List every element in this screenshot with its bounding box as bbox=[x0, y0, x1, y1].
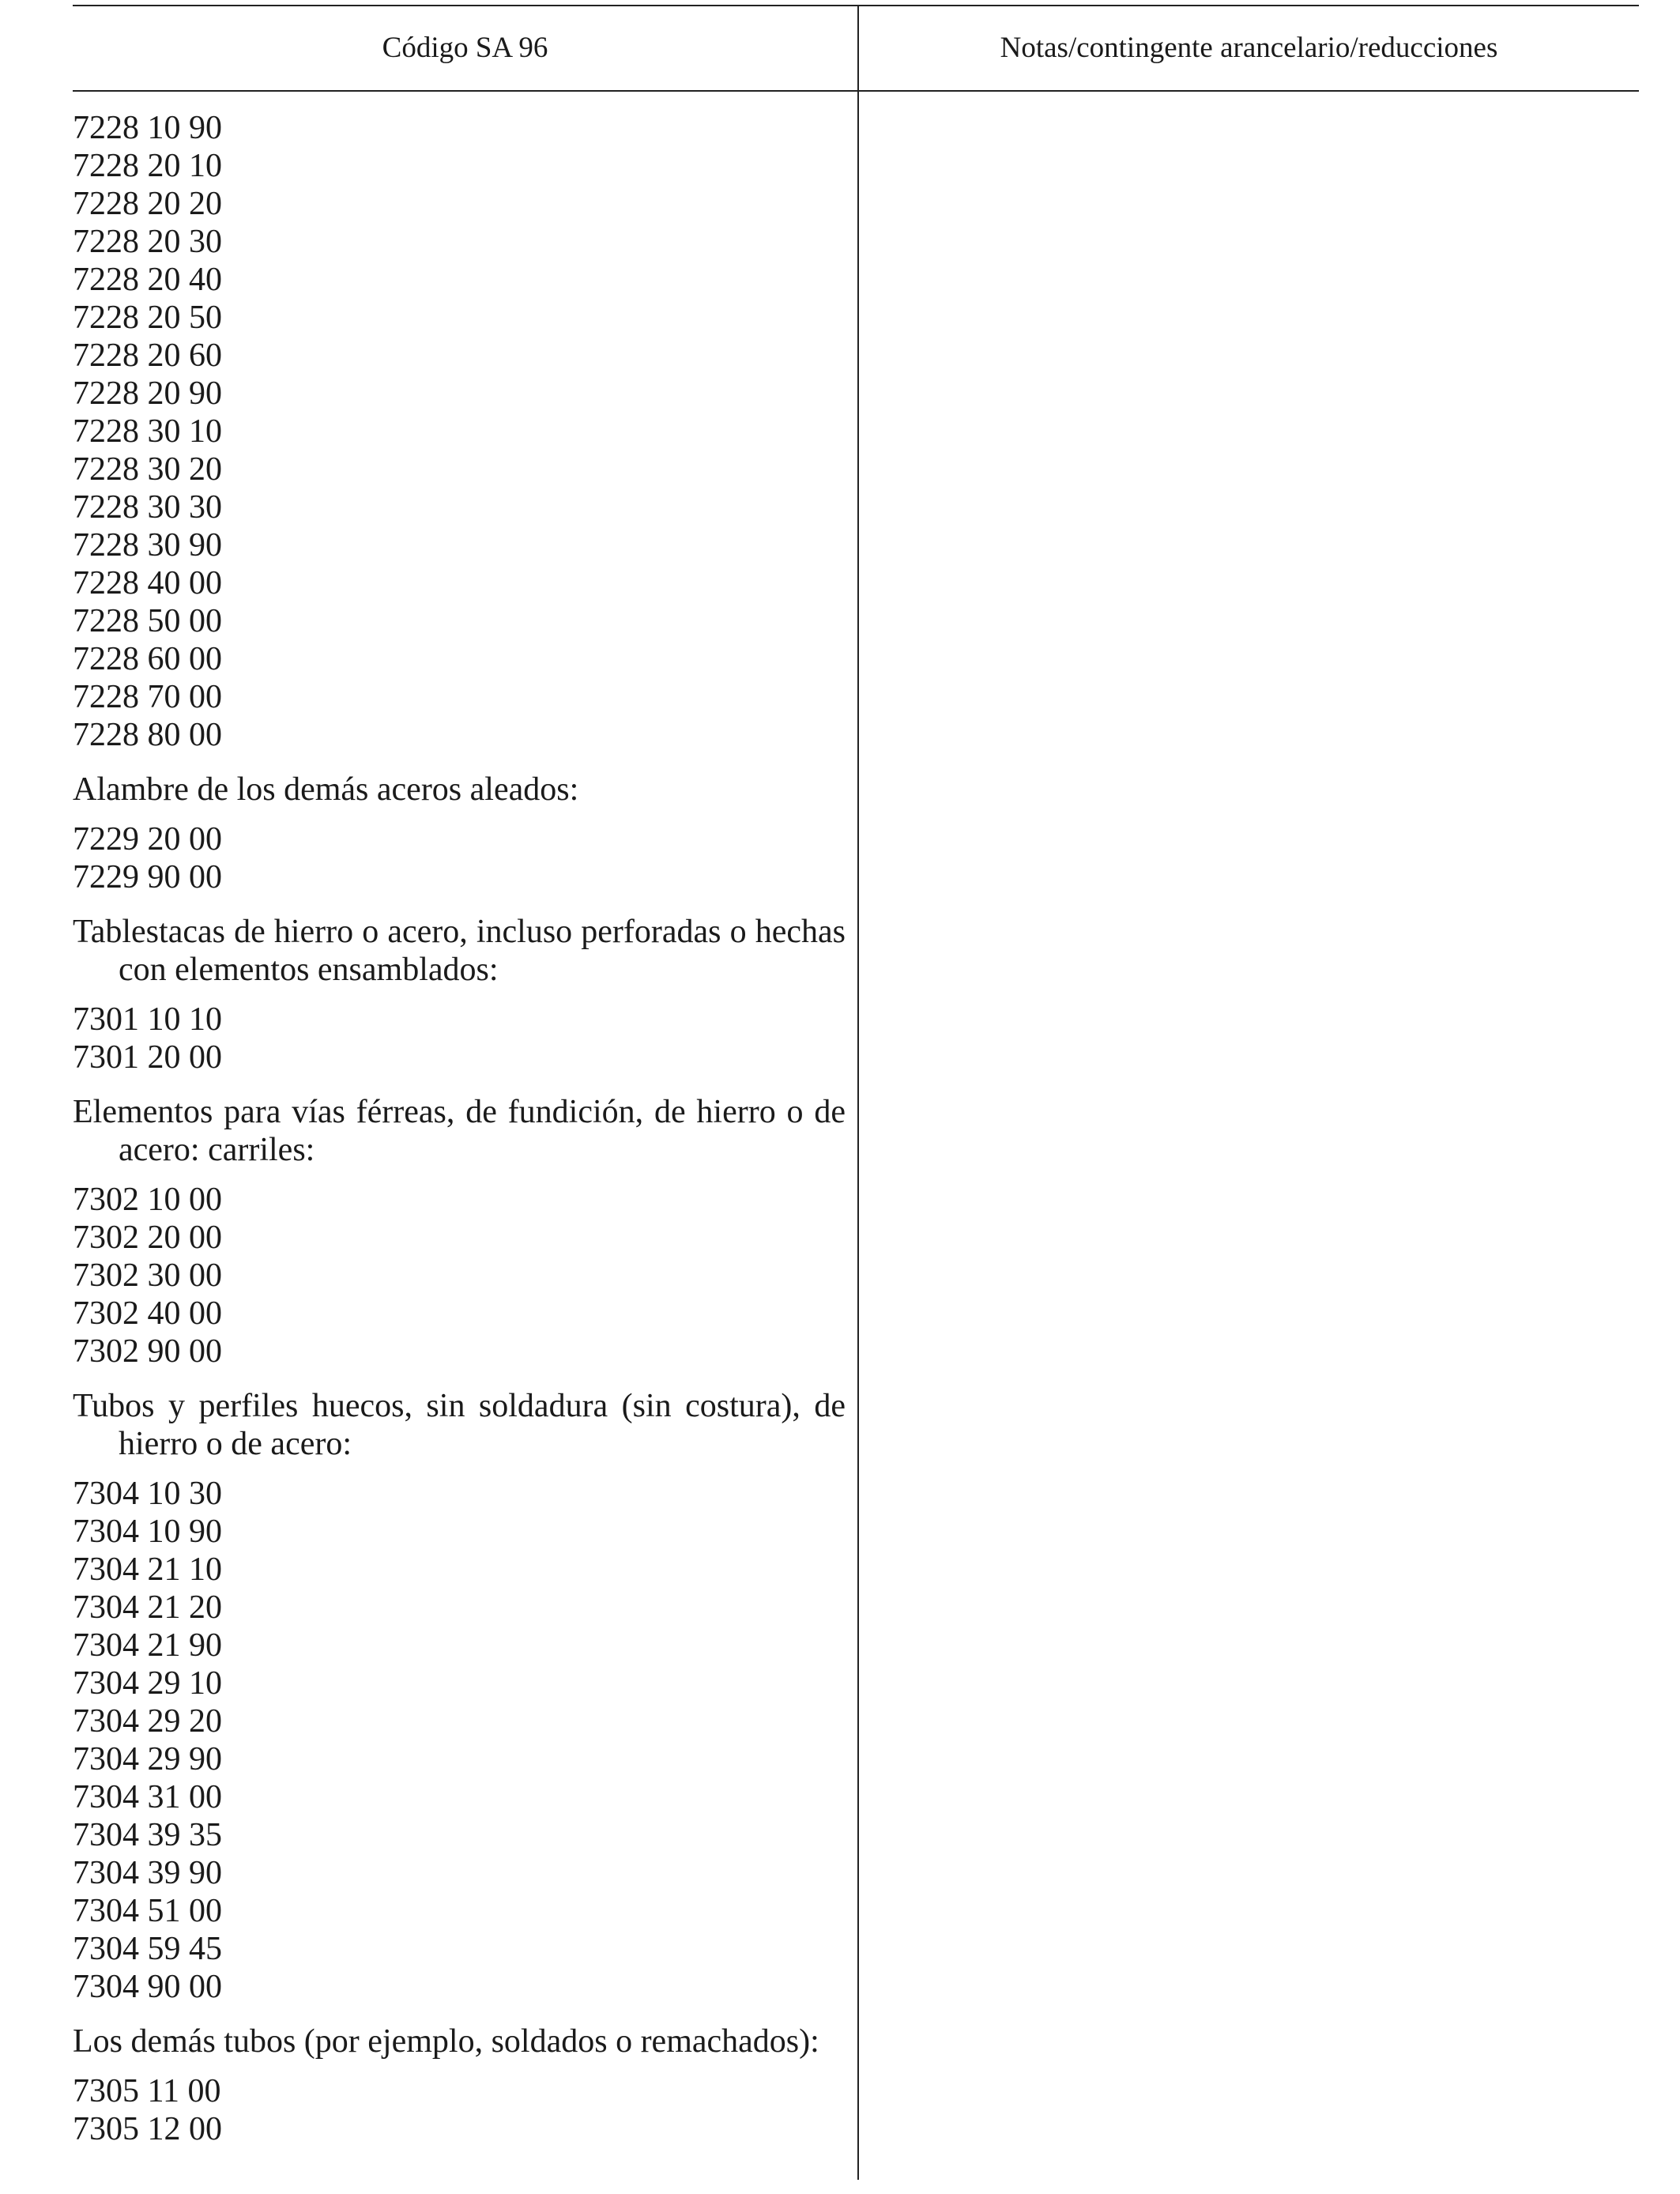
section-heading: Alambre de los demás aceros aleados: bbox=[73, 771, 579, 808]
hs-code: 7305 12 00 bbox=[73, 2111, 222, 2147]
hs-code: 7304 90 00 bbox=[73, 1969, 222, 2005]
hs-code: 7304 39 35 bbox=[73, 1817, 222, 1853]
column-header-notes: Notas/contingente arancelario/reducciones bbox=[1000, 31, 1498, 64]
section-heading: Tubos y perfiles huecos, sin soldadura (sin costura), de hierro o de acero: bbox=[73, 1388, 846, 1462]
hs-code: 7304 59 45 bbox=[73, 1931, 222, 1967]
hs-code: 7302 40 00 bbox=[73, 1295, 222, 1332]
hs-code: 7228 60 00 bbox=[73, 641, 222, 677]
hs-code: 7228 70 00 bbox=[73, 679, 222, 715]
hs-code: 7302 30 00 bbox=[73, 1257, 222, 1294]
hs-code: 7304 21 20 bbox=[73, 1589, 222, 1626]
hs-code: 7228 50 00 bbox=[73, 603, 222, 639]
hs-code: 7228 20 50 bbox=[73, 300, 222, 336]
hs-code: 7228 30 30 bbox=[73, 489, 222, 526]
hs-code: 7228 20 10 bbox=[73, 148, 222, 184]
code-group bbox=[73, 109, 846, 754]
hs-code: 7302 10 00 bbox=[73, 1182, 222, 1218]
hs-code: 7304 21 10 bbox=[73, 1551, 222, 1588]
code-group bbox=[73, 1001, 846, 1076]
hs-code: 7305 11 00 bbox=[73, 2073, 221, 2109]
hs-code: 7228 20 40 bbox=[73, 262, 222, 298]
hs-code: 7228 10 90 bbox=[73, 110, 222, 146]
hs-code: 7229 90 00 bbox=[73, 859, 222, 895]
hs-code: 7302 20 00 bbox=[73, 1220, 222, 1256]
hs-code: 7304 29 10 bbox=[73, 1665, 222, 1702]
hs-code: 7304 39 90 bbox=[73, 1855, 222, 1891]
hs-code: 7228 30 20 bbox=[73, 451, 222, 488]
column-divider bbox=[857, 5, 859, 2180]
hs-code: 7301 20 00 bbox=[73, 1039, 222, 1076]
column-header-code: Código SA 96 bbox=[382, 31, 548, 64]
hs-code: 7229 20 00 bbox=[73, 821, 222, 858]
hs-code: 7304 51 00 bbox=[73, 1893, 222, 1929]
code-group bbox=[73, 2072, 846, 2148]
code-group bbox=[73, 1181, 846, 1370]
table-header-rule bbox=[73, 90, 1639, 92]
section-heading: Los demás tubos (por ejemplo, soldados o remachados): bbox=[73, 2023, 819, 2060]
hs-code: 7228 30 10 bbox=[73, 413, 222, 450]
hs-code: 7228 80 00 bbox=[73, 717, 222, 753]
hs-code: 7301 10 10 bbox=[73, 1001, 222, 1038]
hs-code: 7304 21 90 bbox=[73, 1627, 222, 1664]
hs-code: 7228 20 20 bbox=[73, 186, 222, 222]
code-group bbox=[73, 1475, 846, 2006]
section-heading: Elementos para vías férreas, de fundición, de hierro o de acero: carriles: bbox=[73, 1094, 846, 1168]
hs-code: 7228 20 60 bbox=[73, 337, 222, 374]
hs-code: 7302 90 00 bbox=[73, 1333, 222, 1370]
hs-code: 7304 29 90 bbox=[73, 1741, 222, 1777]
code-group bbox=[73, 820, 846, 896]
hs-code: 7304 29 20 bbox=[73, 1703, 222, 1740]
section-heading: Tablestacas de hierro o acero, incluso perforadas o hechas con elementos ensamblados: bbox=[73, 914, 846, 988]
hs-code: 7228 20 30 bbox=[73, 224, 222, 260]
code-column bbox=[73, 109, 846, 2148]
hs-code: 7304 31 00 bbox=[73, 1779, 222, 1815]
hs-code: 7228 20 90 bbox=[73, 375, 222, 412]
hs-code: 7228 40 00 bbox=[73, 565, 222, 601]
hs-code: 7228 30 90 bbox=[73, 527, 222, 564]
hs-code: 7304 10 90 bbox=[73, 1514, 222, 1550]
hs-code: 7304 10 30 bbox=[73, 1476, 222, 1512]
